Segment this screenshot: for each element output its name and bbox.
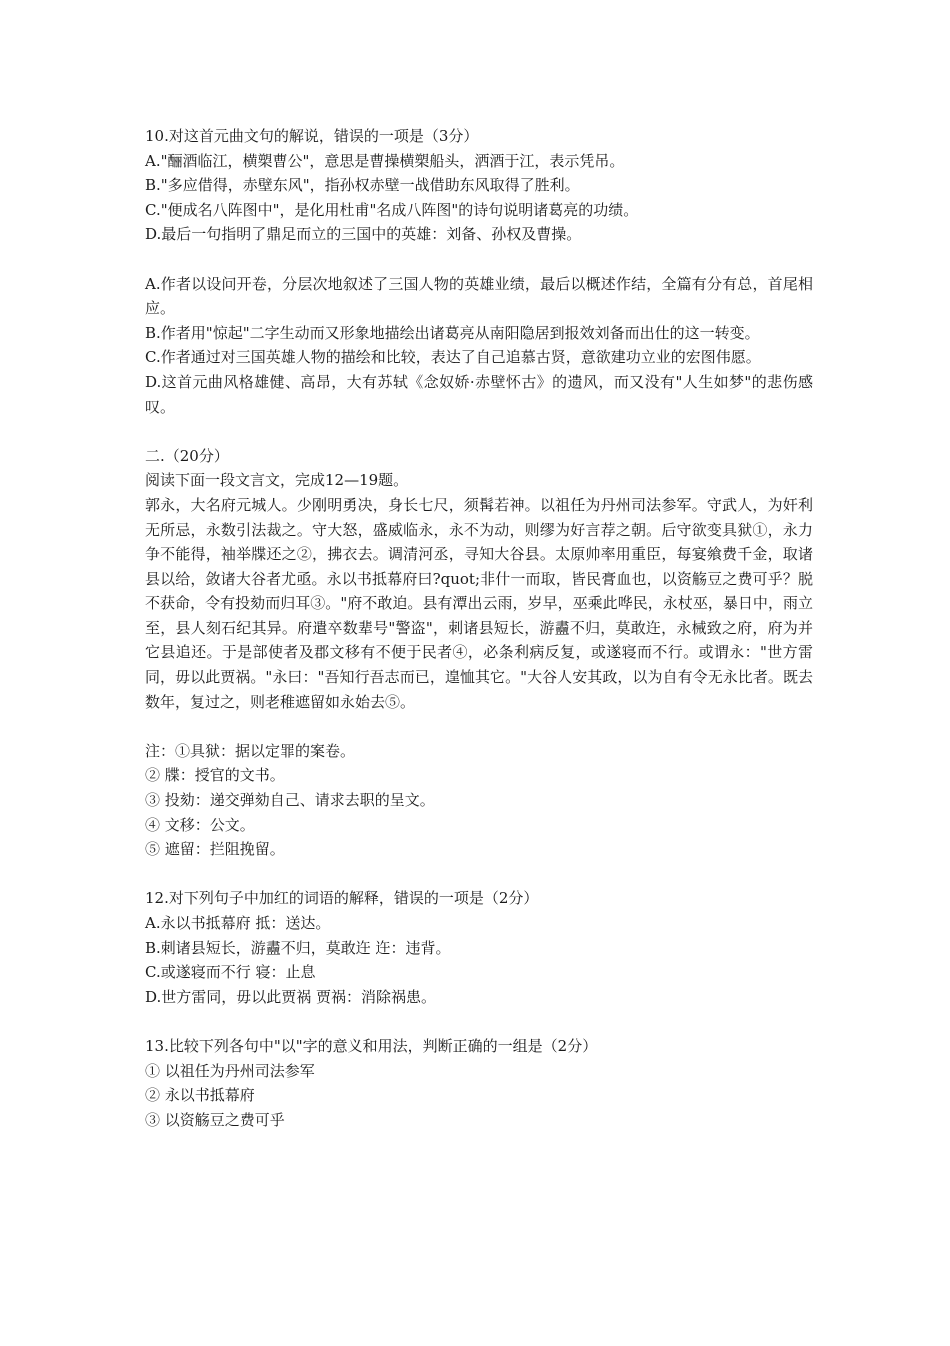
note-4: ④ 文移：公文。 xyxy=(145,815,255,834)
spacer xyxy=(145,247,813,272)
note-2: ② 牒：授官的文书。 xyxy=(145,766,285,785)
question-10-option-b: B."多应借得，赤壁东风"，指孙权赤壁一战借助东风取得了胜利。 xyxy=(145,176,580,195)
section-2 xyxy=(145,444,813,715)
question-12-option-b: B.刺诸县短长，游衋不归，莫敢迕 迕：违背。 xyxy=(145,938,451,957)
question-12-option-a: A.永以书抵幕府 抵：送达。 xyxy=(145,914,331,932)
spacer xyxy=(145,1009,813,1034)
question-11-option-c: C.作者通过对三国英雄人物的描绘和比较，表达了自己追慕古贤，意欲建功立业的宏图伟愿。 xyxy=(145,348,761,367)
question-10-stem: 10.对这首元曲文句的解说，错误的一项是（3分） xyxy=(145,127,479,145)
question-13-item-1: ① 以祖任为丹州司法参军 xyxy=(145,1061,315,1080)
question-13-stem: 13.比较下列各句中"以"字的意义和用法，判断正确的一组是（2分） xyxy=(145,1036,598,1055)
question-10-option-a: A."酾酒临江，横槊曹公"，意思是曹操横槊船头，洒酒于江，表示凭吊。 xyxy=(145,151,625,170)
classical-passage: 郭永，大名府元城人。少刚明勇决，身长七尺，须髯若神。以祖任为丹州司法参军。守武人，为奸利无所忌，永数引法裁之。守大怒，盛威临永，永不为动，则缪为好言荐之朝。后守欲变具狱①，永力争不能得，袖举牒还之②，拂衣去。调清河丞，寻知大谷县。太原帅率用重臣，每宴飨费千金，取诸县以给，敛诸大谷者尤亟。永以书抵幕府曰?quot;非什一而取，皆民膏血也，以资觞豆之费可乎？脱不获命，令有投劾而归耳③。"府不敢迫。县有潭出云雨，岁早，巫乘此哗民，永杖巫，暴日中，雨立至，县人刻石纪其异。府遣卒数辈号"警盗"，刺诸县短长，游衋不归，莫敢迕，永械致之府，府为并它县追还。于是部使者及郡文移有不便于民者④，必条利病反复，或遂寝而不行。或谓永："世方雷同，毋以此贾祸。"永曰："吾知行吾志而已，遑恤其它。"大谷人安其政，以为自有令无永比者。既去数年，复过之，则老稚遮留如永始去⑤。 xyxy=(145,495,813,711)
question-11-option-b: B.作者用"惊起"二字生动而又形象地描绘出诸葛亮从南阳隐居到报效刘备而出仕的这一转变。 xyxy=(145,323,760,342)
question-12-option-d: D.世方雷同，毋以此贾祸 贾祸：消除祸患。 xyxy=(145,987,437,1006)
spacer xyxy=(145,714,813,739)
question-13-item-2: ② 永以书抵幕府 xyxy=(145,1086,255,1105)
question-10 xyxy=(145,124,813,247)
question-13-item-3: ③ 以资觞豆之费可乎 xyxy=(145,1110,285,1129)
question-11 xyxy=(145,272,813,420)
section-2-heading: 二.（20分） xyxy=(145,446,229,465)
question-12-option-c: C.或遂寝而不行 寝：止息 xyxy=(145,963,316,982)
note-1: 注：①具狱：据以定罪的案卷。 xyxy=(145,741,356,760)
note-5: ⑤ 遮留：拦阻挽留。 xyxy=(145,840,285,859)
question-12 xyxy=(145,886,813,1009)
spacer xyxy=(145,862,813,887)
note-3: ③ 投劾：递交弹劾自己、请求去职的呈文。 xyxy=(145,791,435,810)
exam-page xyxy=(145,124,813,1132)
question-10-option-c: C."便成名八阵图中"，是化用杜甫"名成八阵图"的诗句说明诸葛亮的功绩。 xyxy=(145,200,639,219)
section-2-instruction: 阅读下面一段文言文，完成12—19题。 xyxy=(145,471,409,490)
notes xyxy=(145,739,813,862)
spacer xyxy=(145,419,813,444)
question-12-stem: 12.对下列句子中加红的词语的解释，错误的一项是（2分） xyxy=(145,889,539,908)
question-10-option-d: D.最后一句指明了鼎足而立的三国中的英雄：刘备、孙权及曹操。 xyxy=(145,225,582,244)
question-13 xyxy=(145,1034,813,1132)
question-11-option-a: A.作者以设问开卷，分层次地叙述了三国人物的英雄业绩，最后以概述作结，全篇有分有总，首尾相应。 xyxy=(145,274,813,318)
question-11-option-d: D.这首元曲风格雄健、高昂，大有苏轼《念奴娇·赤壁怀古》的遗风，而又没有"人生如梦"的悲伤感叹。 xyxy=(145,372,813,416)
